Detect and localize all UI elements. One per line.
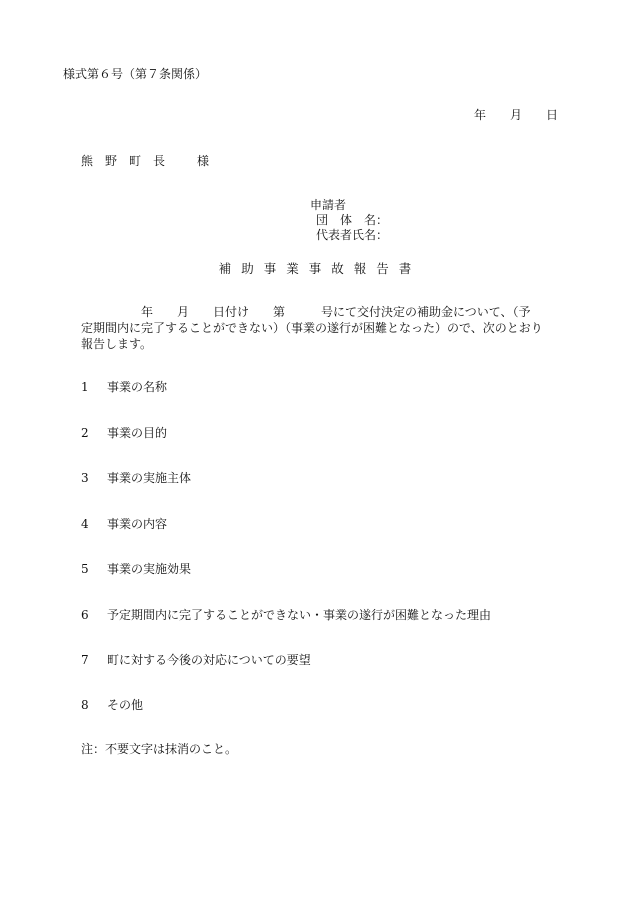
body-paragraph <box>81 304 561 352</box>
item-label: 予定期間内に完了することができない・事業の遂行が困難となった理由 <box>107 608 492 622</box>
date-day: 日 <box>545 108 558 122</box>
title-char: 事 <box>308 261 322 276</box>
list-item <box>81 607 491 623</box>
list-item <box>81 516 167 532</box>
title-char: 業 <box>286 261 299 276</box>
item-label: 事業の内容 <box>107 517 168 531</box>
item-label: 事業の名称 <box>107 380 168 394</box>
document-title <box>0 261 630 277</box>
addressee-char: 熊 <box>81 154 94 168</box>
form-number: 様式第６号（第７条関係） <box>63 67 208 81</box>
item-number: 3 <box>81 471 89 485</box>
list-item <box>81 379 167 395</box>
title-char: 助 <box>241 261 254 276</box>
rep-name-label: 代表者氏名： <box>316 228 389 242</box>
body-line-1: 年 月 日付け 第 号にて交付決定の補助金について、（予 <box>81 305 531 319</box>
item-label: 事業の目的 <box>107 426 168 440</box>
item-number: 5 <box>81 562 89 576</box>
list-item <box>81 561 191 577</box>
addressee <box>81 153 209 169</box>
date-year: 年 <box>473 108 486 122</box>
item-number: 7 <box>81 653 89 667</box>
list-item <box>81 652 311 668</box>
item-label: その他 <box>107 698 144 712</box>
date-month: 月 <box>509 108 522 122</box>
title-char: 補 <box>218 261 232 276</box>
footnote: 注：不要文字は抹消のこと。 <box>81 742 238 756</box>
list-item <box>81 470 191 486</box>
item-number: 2 <box>81 426 89 440</box>
item-number: 4 <box>81 517 89 531</box>
item-label: 事業の実施効果 <box>107 562 192 576</box>
org-name-label: 団 体 名： <box>316 213 389 227</box>
item-label: 事業の実施主体 <box>107 471 192 485</box>
title-char: 告 <box>376 261 389 276</box>
applicant-block <box>310 197 389 242</box>
body-line-2: 定期間内に完了することができない）（事業の遂行が困難となった）ので、次のとおり <box>81 321 543 335</box>
item-number: 8 <box>81 698 89 712</box>
item-label: 町に対する今後の対応についての要望 <box>107 653 311 667</box>
list-item <box>81 697 143 713</box>
date-line <box>474 107 558 123</box>
item-number: 1 <box>81 380 89 394</box>
applicant-label: 申請者 <box>310 198 347 212</box>
item-number: 6 <box>81 608 89 622</box>
body-line-3: 報告します。 <box>81 337 153 351</box>
list-item <box>81 425 167 441</box>
title-char: 報 <box>353 261 367 276</box>
addressee-char: 野 <box>105 154 118 168</box>
title-char: 事 <box>263 261 277 276</box>
title-char: 書 <box>398 261 412 276</box>
title-char: 故 <box>331 261 344 276</box>
addressee-char: 町 <box>129 154 142 168</box>
addressee-honorific: 様 <box>197 154 210 168</box>
addressee-char: 長 <box>153 154 166 168</box>
